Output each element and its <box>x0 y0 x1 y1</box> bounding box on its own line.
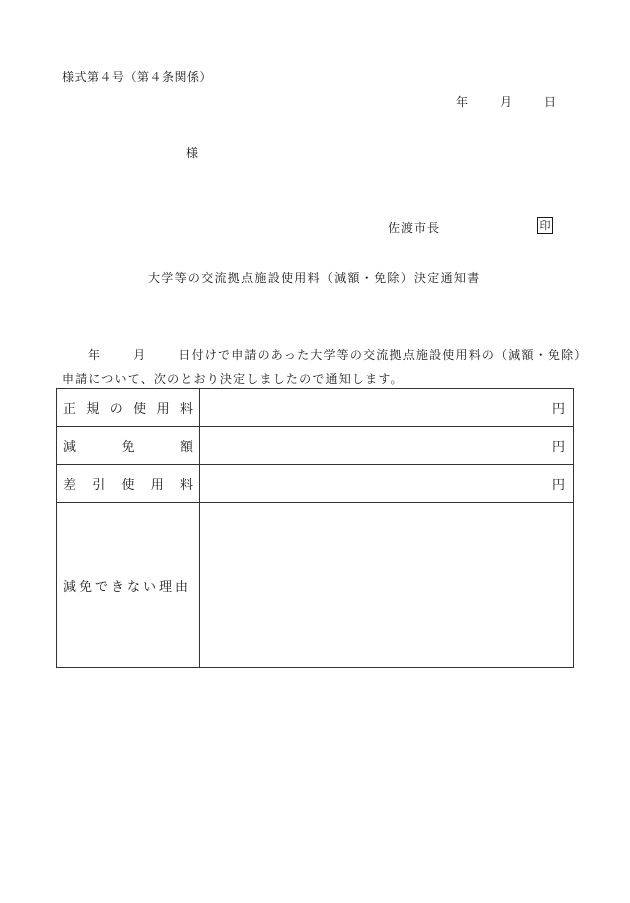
table-row <box>57 503 574 668</box>
label-char: 用 <box>156 402 170 417</box>
regular-fee-text <box>63 398 193 417</box>
label-char: の <box>109 402 123 417</box>
reduction-amount-text <box>63 436 193 455</box>
label-char: 規 <box>86 402 100 417</box>
net-fee-text <box>63 474 193 493</box>
reason-value <box>200 503 574 668</box>
net-fee-value: 円 <box>200 465 574 503</box>
reason-label-cell <box>57 503 200 668</box>
body-paragraph <box>62 343 582 391</box>
label-char: 料 <box>179 402 193 417</box>
label-char: 用 <box>150 478 164 493</box>
regular-fee-value: 円 <box>200 389 574 427</box>
addressee-suffix: 様 <box>186 146 199 160</box>
label-char: 減 <box>63 440 77 455</box>
body-year: 年 <box>88 348 102 362</box>
body-text: 日付けで申請のあった大学等の交流拠点施設使用料の（減額・免除）申請について、次のとおり決定しましたので通知します。 <box>62 348 582 386</box>
label-char: 額 <box>179 440 193 455</box>
label-char: 使 <box>133 402 147 417</box>
table-row <box>57 465 574 503</box>
seal-mark: 印 <box>537 217 553 234</box>
reason-label: 減免できない理由 <box>63 579 192 595</box>
date-day: 日 <box>544 95 557 109</box>
fee-table <box>56 388 574 668</box>
date-month: 月 <box>500 95 513 109</box>
label-char: 料 <box>179 478 193 493</box>
form-number: 様式第４号（第４条関係） <box>62 70 213 84</box>
table-row <box>57 389 574 427</box>
reduction-amount-label <box>57 427 200 465</box>
label-char: 引 <box>92 478 106 493</box>
table-row <box>57 427 574 465</box>
body-month: 月 <box>133 348 147 362</box>
issue-date <box>456 93 556 110</box>
issuer-title: 佐渡市長 <box>388 221 441 235</box>
regular-fee-label <box>57 389 200 427</box>
net-fee-label <box>57 465 200 503</box>
date-year: 年 <box>456 95 469 109</box>
document-title: 大学等の交流拠点施設使用料（減額・免除）決定通知書 <box>148 271 481 285</box>
reduction-amount-value: 円 <box>200 427 574 465</box>
label-char: 差 <box>63 478 77 493</box>
label-char: 使 <box>121 478 135 493</box>
label-char: 正 <box>63 402 77 417</box>
label-char: 免 <box>121 440 135 455</box>
